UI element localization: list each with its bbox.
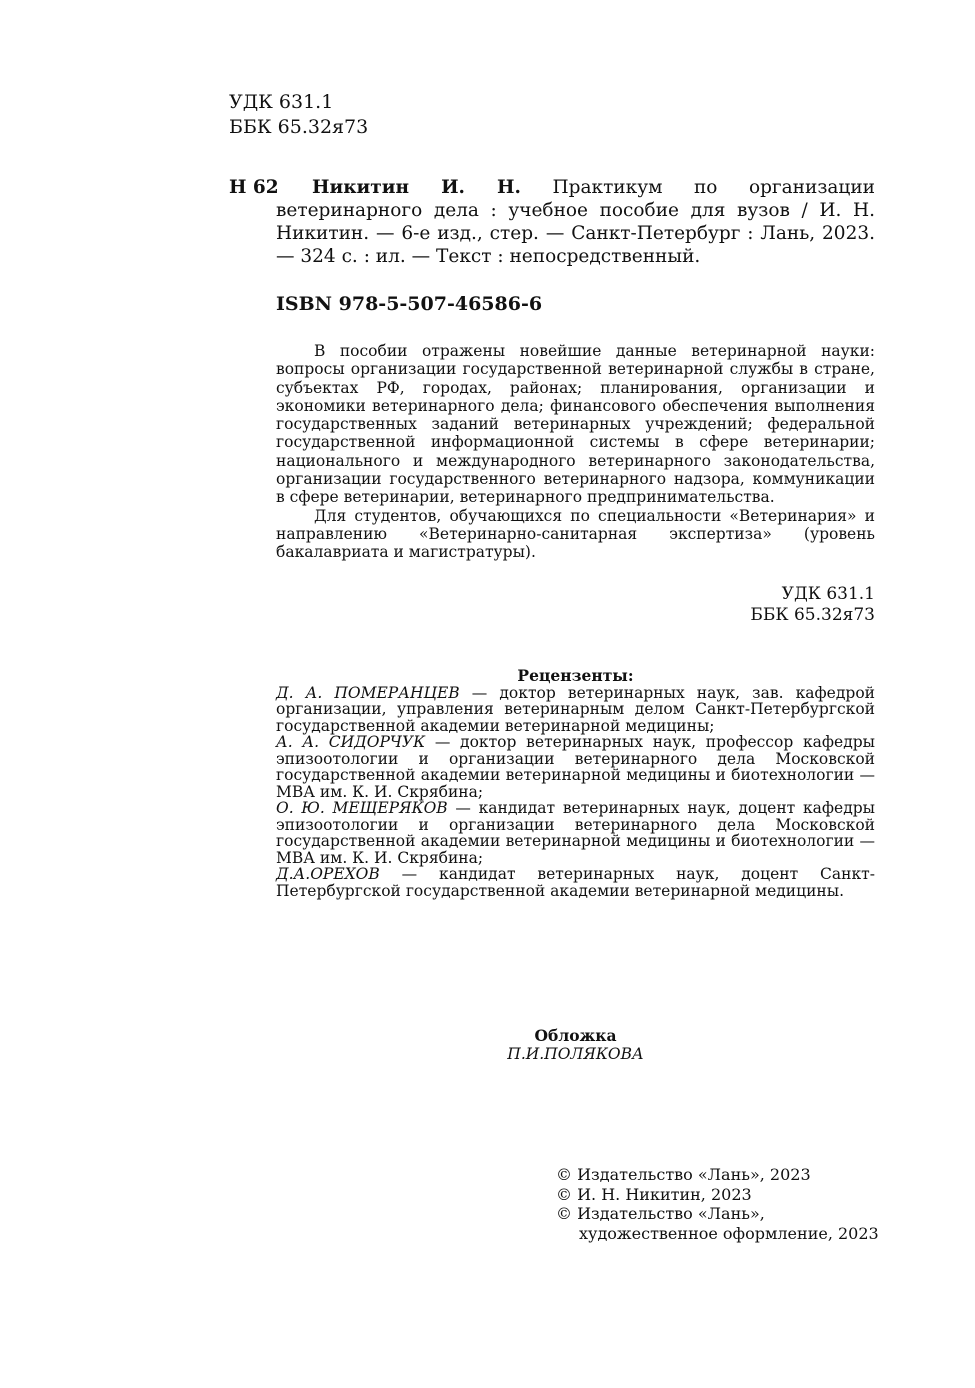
abstract-paragraph: Для студентов, обучающихся по специальности «Ветеринария» и направлению «Ветеринарно-санитарная экспертиза» (уровень бакалавриата и магистратуры). bbox=[276, 506, 875, 562]
copyright-block bbox=[556, 1165, 879, 1243]
reviewer-entry bbox=[276, 866, 875, 899]
copyright-line: художественное оформление, 2023 bbox=[579, 1223, 879, 1243]
reviewer-info: — доктор ветеринарных наук, зав. кафедрой организации, управления ветеринарным делом Санкт-Петербургской государственной академии ветеринарной медицины; bbox=[276, 683, 875, 735]
bbk-code: ББК 65.32я73 bbox=[750, 605, 875, 625]
author-mark: Н 62 bbox=[229, 177, 279, 198]
bbk-code: ББК 65.32я73 bbox=[229, 116, 369, 138]
udk-code: УДК 631.1 bbox=[229, 91, 334, 113]
copyright-line: © Издательство «Лань», 2023 bbox=[556, 1165, 811, 1184]
bibliographic-record bbox=[229, 176, 875, 268]
reviewers-title: Рецензенты: bbox=[517, 666, 634, 685]
reviewer-entry bbox=[276, 800, 875, 866]
reviewer-name: О. Ю. МЕЩЕРЯКОВ bbox=[276, 799, 448, 817]
abstract bbox=[276, 342, 875, 562]
reviewer-entry bbox=[276, 734, 875, 800]
classification-block-bottom bbox=[700, 584, 875, 626]
reviewer-name: Д.А.ОРЕХОВ bbox=[276, 865, 380, 883]
cover-title: Обложка bbox=[534, 1026, 617, 1045]
abstract-paragraph: В пособии отражены новейшие данные ветеринарной науки: вопросы организации государственной ветеринарной службы в стране, субъектах РФ, городах, районах; планирования, организации и экономики ветеринарного дела; финансового обеспечения выполнения государственных заданий ветеринарных учреждений; федеральной государственной информационной системы в сфере ветеринарии; национального и международного ветеринарного законодательства, организации государственного ветеринарного надзора, коммуникации в сфере ветеринарии, ветеринарного предпринимательства. bbox=[276, 342, 875, 507]
udk-code: УДК 631.1 bbox=[781, 584, 875, 604]
cover-designer: П.И.ПОЛЯКОВА bbox=[507, 1045, 644, 1063]
copyright-line: © И. Н. Никитин, 2023 bbox=[556, 1184, 752, 1204]
copyright-line: © Издательство «Лань», bbox=[556, 1204, 765, 1223]
reviewer-name: Д. А. ПОМЕРАНЦЕВ bbox=[276, 683, 460, 702]
isbn: ISBN 978-5-507-46586-6 bbox=[276, 293, 543, 315]
reviewer-info: — доктор ветеринарных наук, профессор кафедры эпизоотологии и организации ветеринарного дела Московской государственной академии ветеринарной медицины и биотехнологии — МВА им. К. И. Скрябина; bbox=[276, 733, 876, 801]
reviewer-name: А. А. СИДОРЧУК bbox=[276, 733, 426, 751]
reviewer-info: — кандидат ветеринарных наук, доцент кафедры эпизоотологии и организации ветеринарного дела Московской государственной академии ветеринарной медицины и биотехнологии — МВА им. К. И. Скрябина; bbox=[276, 799, 876, 867]
reviewer-entry bbox=[276, 685, 875, 735]
cover-credit bbox=[276, 1026, 875, 1064]
record-author: Никитин И. Н. bbox=[312, 177, 521, 198]
reviewer-info: — кандидат ветеринарных наук, доцент Санкт-Петербургской государственной академии ветеринарной медицины. bbox=[276, 865, 875, 900]
record-description: Практикум по организации ветеринарного дела : учебное пособие для вузов / И. Н. Никитин. — 6-е изд., стер. — Санкт-Петербург : Лань, 2023. — 324 с. : ил. — Текст : непосредственный. bbox=[276, 177, 875, 267]
record-body bbox=[276, 176, 875, 268]
reviewers-section bbox=[276, 668, 875, 899]
classification-block-top bbox=[229, 90, 368, 140]
